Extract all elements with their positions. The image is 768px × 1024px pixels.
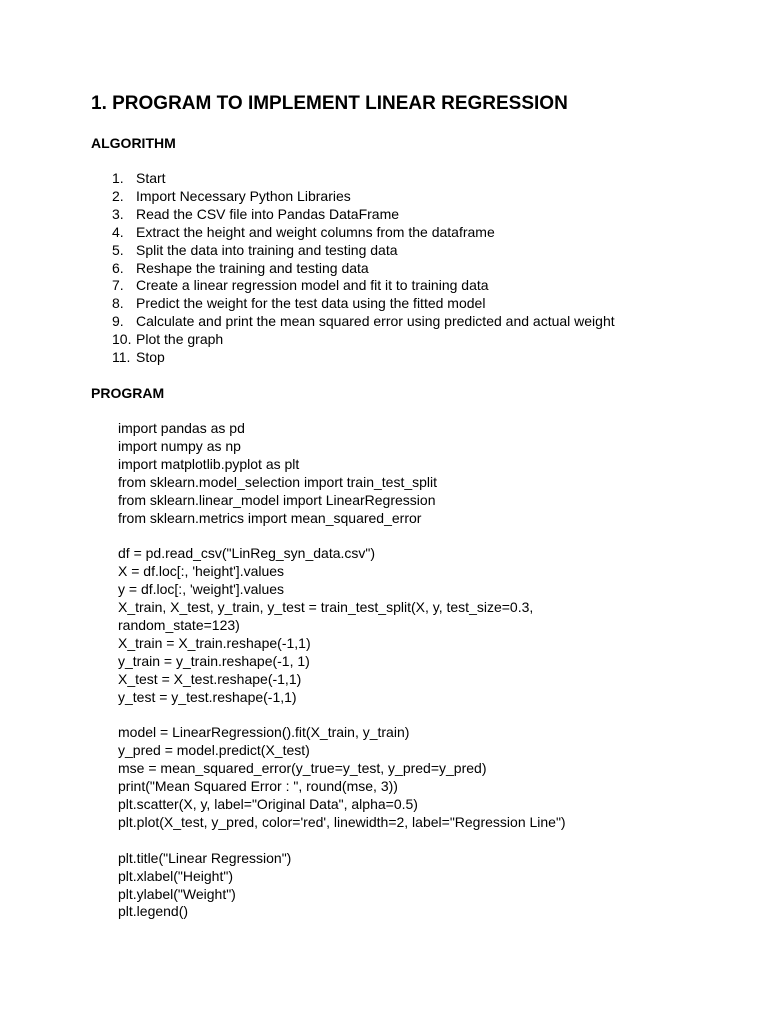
code-line: X = df.loc[:, 'height'].values <box>118 563 285 580</box>
step-text: Calculate and print the mean squared error using predicted and actual weight <box>136 313 615 330</box>
code-line: from sklearn.linear_model import LinearRegression <box>118 491 436 508</box>
algorithm-step <box>112 331 615 349</box>
algorithm-step <box>112 170 615 188</box>
code-line: random_state=123) <box>118 616 240 633</box>
step-number: 3. <box>112 205 124 222</box>
code-line: plt.scatter(X, y, label="Original Data", alpha=0.5) <box>118 796 418 812</box>
step-number: 7. <box>112 277 124 294</box>
code-line: plt.title("Linear Regression") <box>118 849 292 866</box>
code-line: mse = mean_squared_error(y_true=y_test, y_pred=y_pred) <box>118 760 487 777</box>
step-text: Create a linear regression model and fit it to training data <box>136 277 489 294</box>
step-number: 4. <box>112 223 124 240</box>
algorithm-step <box>112 277 615 295</box>
step-text: Read the CSV file into Pandas DataFrame <box>136 205 400 222</box>
step-number: 1. <box>112 170 124 186</box>
code-line: import numpy as np <box>118 437 241 454</box>
algorithm-steps-list <box>112 170 615 367</box>
algorithm-step <box>112 224 615 242</box>
step-number: 2. <box>112 187 124 204</box>
program-heading: PROGRAM <box>91 385 165 401</box>
code-line: y_test = y_test.reshape(-1,1) <box>118 688 297 705</box>
step-number: 9. <box>112 313 124 330</box>
step-text: Plot the graph <box>136 331 224 348</box>
code-line: print("Mean Squared Error : ", round(mse, 3)) <box>118 778 398 795</box>
step-text: Predict the weight for the test data using the fitted model <box>136 295 486 312</box>
step-number: 5. <box>112 241 124 258</box>
algorithm-step <box>112 242 615 260</box>
algorithm-step <box>112 349 615 367</box>
code-line: y_pred = model.predict(X_test) <box>118 742 310 759</box>
code-line: X_test = X_test.reshape(-1,1) <box>118 670 302 687</box>
code-blank-line <box>118 527 566 545</box>
step-text: Stop <box>136 349 165 366</box>
algorithm-step <box>112 260 615 278</box>
code-line: X_train, X_test, y_train, y_test = train_test_split(X, y, test_size=0.3, <box>118 599 534 616</box>
code-line: X_train = X_train.reshape(-1,1) <box>118 634 311 651</box>
algorithm-step <box>112 188 615 206</box>
code-line: y_train = y_train.reshape(-1, 1) <box>118 652 310 669</box>
code-line: y = df.loc[:, 'weight'].values <box>118 581 285 598</box>
code-line: import pandas as pd <box>118 420 245 436</box>
step-text: Split the data into training and testing data <box>136 241 398 258</box>
code-line: plt.plot(X_test, y_pred, color='red', linewidth=2, label="Regression Line") <box>118 813 566 830</box>
step-number: 10. <box>112 331 132 348</box>
code-blank-line <box>118 832 566 850</box>
algorithm-step <box>112 295 615 313</box>
code-line: plt.legend() <box>118 903 189 920</box>
step-number: 8. <box>112 295 124 312</box>
step-number: 6. <box>112 259 124 276</box>
algorithm-step <box>112 313 615 331</box>
code-line: df = pd.read_csv("LinReg_syn_data.csv") <box>118 545 376 562</box>
algorithm-heading: ALGORITHM <box>91 135 176 151</box>
step-text: Reshape the training and testing data <box>136 259 369 276</box>
step-number: 11. <box>112 349 131 366</box>
page-title: 1. PROGRAM TO IMPLEMENT LINEAR REGRESSION <box>91 93 568 114</box>
algorithm-step <box>112 206 615 224</box>
code-line: model = LinearRegression().fit(X_train, y_train) <box>118 724 410 741</box>
code-line: from sklearn.model_selection import train_test_split <box>118 473 438 490</box>
code-line: plt.xlabel("Height") <box>118 867 233 884</box>
code-line: plt.ylabel("Weight") <box>118 885 236 902</box>
code-blank-line <box>118 706 566 724</box>
program-code-block <box>118 420 566 921</box>
step-text: Extract the height and weight columns from the dataframe <box>136 223 495 240</box>
step-text: Import Necessary Python Libraries <box>136 187 351 204</box>
code-line: from sklearn.metrics import mean_squared_error <box>118 509 422 526</box>
step-text: Start <box>136 170 166 186</box>
code-line: import matplotlib.pyplot as plt <box>118 455 300 472</box>
